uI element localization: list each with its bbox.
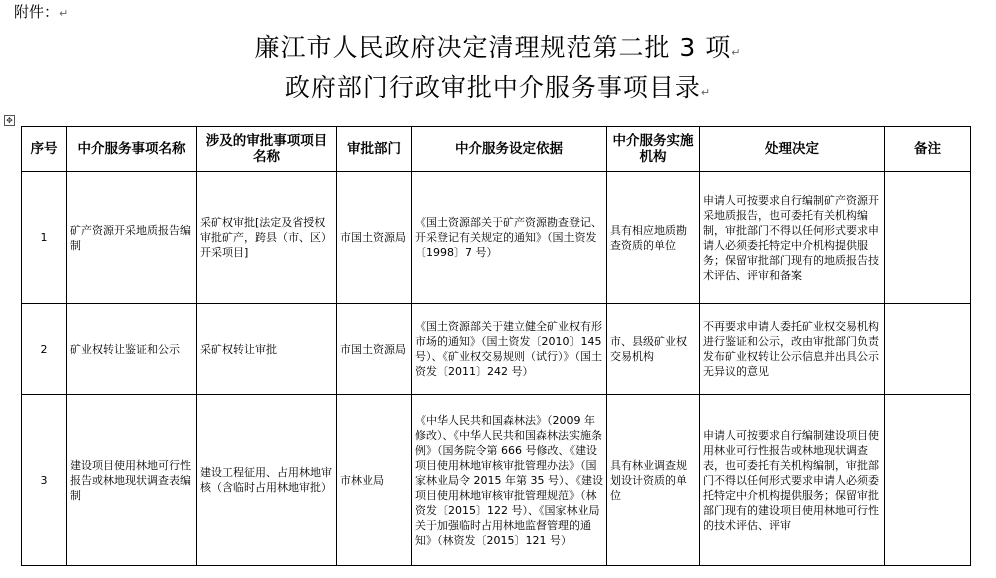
header-service: 中介服务事项名称 bbox=[67, 127, 197, 172]
row-approval: 建设工程征用、占用林地审核（含临时占用林地审批） bbox=[197, 395, 337, 566]
header-agency: 中介服务实施机构 bbox=[607, 127, 700, 172]
row-service: 建设项目使用林地可行性报告或林地现状调查表编制 bbox=[67, 395, 197, 566]
row-decision: 申请人可按要求自行编制建设项目使用林业可行性报告或林地现状调查表，也可委托有关机构编制，审批部门不得以任何形式要求申请人必须委托特定中介机构提供服务；保留审批部门现有的建设项目使用林地可行性的技术评估、评审 bbox=[700, 395, 885, 566]
header-basis: 中介服务设定依据 bbox=[412, 127, 607, 172]
table-row bbox=[22, 304, 971, 395]
header-approval: 涉及的审批事项项目名称 bbox=[197, 127, 337, 172]
header-dept: 审批部门 bbox=[337, 127, 412, 172]
row-dept: 市林业局 bbox=[337, 395, 412, 566]
row-decision: 申请人可按要求自行编制矿产资源开采地质报告，也可委托有关机构编制，审批部门不得以任何形式要求申请人必须委托特定中介机构提供服务；保留审批部门现有的地质报告技术评估、评审和备案 bbox=[700, 172, 885, 304]
header-remark: 备注 bbox=[885, 127, 971, 172]
row-approval: 采矿权审批[法定及省授权审批矿产，跨县（市、区）开采项目] bbox=[197, 172, 337, 304]
row-agency: 市、县级矿业权交易机构 bbox=[607, 304, 700, 395]
table-row bbox=[22, 172, 971, 304]
service-items-table bbox=[21, 126, 971, 566]
row-remark bbox=[885, 172, 971, 304]
row-no: 1 bbox=[22, 172, 67, 304]
row-dept: 市国土资源局 bbox=[337, 304, 412, 395]
table-move-handle-icon[interactable]: ✥ bbox=[4, 115, 15, 126]
row-decision: 不再要求申请人委托矿业权交易机构进行鉴证和公示，改由审批部门负责发布矿业权转让公示信息并出具公示无异议的意见 bbox=[700, 304, 885, 395]
row-basis: 《中华人民共和国森林法》（2009 年修改）、《中华人民共和国森林法实施条例》（国务院令第 666 号修改、《建设项目使用林地审核审批管理办法》（国家林业局令 2015 年第 35 号）、《建设项目使用林地审核审批管理规范》（林资发〔2015〕122 号）、《国家林业局关于加强临时占用林地监督管理的通知》（林资发〔2015〕121 号） bbox=[412, 395, 607, 566]
row-basis: 《国土资源部关于建立健全矿业权有形市场的通知》（国土资发〔2010〕145 号）、《矿业权交易规则（试行）》（国土资发〔2011〕242 号） bbox=[412, 304, 607, 395]
row-dept: 市国土资源局 bbox=[337, 172, 412, 304]
row-remark bbox=[885, 395, 971, 566]
row-basis: 《国土资源部关于矿产资源勘查登记、开采登记有关规定的通知》（国土资发〔1998〕7 号） bbox=[412, 172, 607, 304]
row-remark bbox=[885, 304, 971, 395]
table-row bbox=[22, 395, 971, 566]
row-service: 矿产资源开采地质报告编制 bbox=[67, 172, 197, 304]
document-title-line2: 政府部门行政审批中介服务事项目录↵ bbox=[284, 73, 712, 102]
header-decision: 处理决定 bbox=[700, 127, 885, 172]
row-approval: 采矿权转让审批 bbox=[197, 304, 337, 395]
document-title-line1: 廉江市人民政府决定清理规范第二批 3 项↵ bbox=[254, 33, 742, 62]
row-agency: 具有相应地质勘查资质的单位 bbox=[607, 172, 700, 304]
table-header-row bbox=[22, 127, 971, 172]
row-service: 矿业权转让鉴证和公示 bbox=[67, 304, 197, 395]
row-agency: 具有林业调查规划设计资质的单位 bbox=[607, 395, 700, 566]
attachment-label: 附件：↵ bbox=[14, 3, 69, 21]
header-no: 序号 bbox=[22, 127, 67, 172]
row-no: 3 bbox=[22, 395, 67, 566]
row-no: 2 bbox=[22, 304, 67, 395]
